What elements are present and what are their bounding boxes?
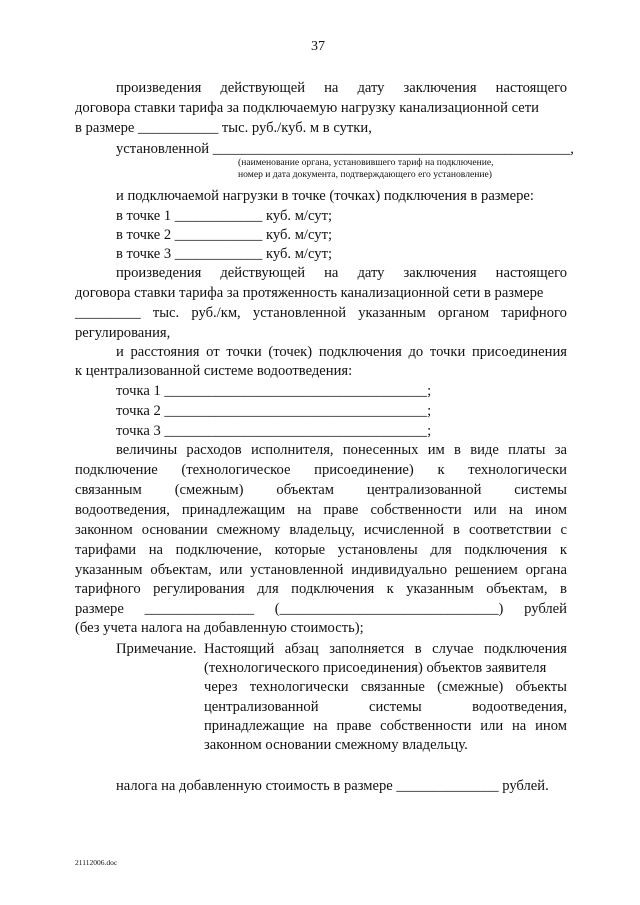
word: принадлежащие xyxy=(204,718,305,734)
text-line-28: налога на добавленную стоимость в размере ______________ рублей. xyxy=(116,778,549,794)
word: органа xyxy=(525,562,567,578)
word: в xyxy=(560,581,567,597)
word: или xyxy=(480,718,504,734)
word: подключение, xyxy=(175,542,263,558)
word: на xyxy=(297,502,312,518)
word: (точек) xyxy=(268,344,313,360)
word: настоящего xyxy=(495,80,567,96)
word: указанным xyxy=(406,581,474,597)
word: подключения xyxy=(291,581,375,597)
word: заполняется xyxy=(329,641,405,657)
justified-line-24 xyxy=(75,562,567,579)
word: законном xyxy=(75,522,133,538)
justified-line-20 xyxy=(75,482,567,499)
word: _________ xyxy=(75,305,141,321)
word: объектам, xyxy=(486,581,548,597)
word: системы xyxy=(514,482,567,498)
word: установленной xyxy=(250,562,344,578)
word: водоотведения, xyxy=(75,502,170,518)
justified-line-18 xyxy=(116,442,567,459)
note-line-4 xyxy=(204,699,567,716)
text-line-3: в размере ___________ тыс. руб./куб. м в сутки, xyxy=(75,120,372,136)
word: ином xyxy=(535,502,567,518)
note-label: Примечание. xyxy=(116,641,197,657)
word: связанным xyxy=(75,482,142,498)
word: (______________________________) xyxy=(274,601,504,617)
word: регулирования xyxy=(153,581,245,597)
word: праве xyxy=(336,718,372,734)
word: на xyxy=(324,265,339,281)
word: основании xyxy=(141,522,208,538)
word: до xyxy=(408,344,424,360)
justified-line-9 xyxy=(116,265,567,282)
word: с xyxy=(560,522,567,538)
text-line-6: в точке 1 ____________ куб. м/сут; xyxy=(116,208,333,224)
word: и xyxy=(116,344,124,360)
justified-line-13 xyxy=(116,344,567,361)
word: решением xyxy=(454,562,518,578)
word: водоотведения, xyxy=(472,699,567,715)
note-line-2: (технологического присоединения) объектов заявителя xyxy=(204,660,547,676)
word: абзац xyxy=(284,641,319,657)
justified-line-1 xyxy=(116,80,567,97)
word: к xyxy=(437,462,445,478)
word: тарифного xyxy=(501,305,567,321)
word: соответствии xyxy=(468,522,552,538)
word: _______________ xyxy=(144,601,255,617)
word: присоединение) xyxy=(314,462,414,478)
word: через xyxy=(204,679,238,695)
justified-line-25 xyxy=(75,581,567,598)
word: установленной xyxy=(252,305,347,321)
word: дату xyxy=(357,265,385,281)
word: подключения xyxy=(318,344,402,360)
text-line-10: договора ставки тарифа за протяженность канализационной сети в размере xyxy=(75,285,544,301)
word: от xyxy=(206,344,220,360)
word: или xyxy=(473,502,497,518)
word: рублей xyxy=(524,601,567,617)
word: объекты xyxy=(515,679,567,695)
word: расстояния xyxy=(130,344,200,360)
word: заключения xyxy=(403,265,477,281)
word: органом xyxy=(437,305,490,321)
word: точки xyxy=(429,344,466,360)
word: дату xyxy=(357,80,385,96)
word: к xyxy=(386,581,394,597)
file-footer: 21112006.doc xyxy=(75,858,118,867)
word: централизованной xyxy=(366,482,482,498)
word: действующей xyxy=(220,80,306,96)
note-line-5 xyxy=(204,718,567,735)
word: присоединения xyxy=(471,344,567,360)
word: точки xyxy=(226,344,262,360)
text-line-14: к централизованной системе водоотведения: xyxy=(75,363,353,379)
word: принадлежащим xyxy=(181,502,286,518)
word: тарифного xyxy=(75,581,141,597)
word: к xyxy=(559,542,567,558)
text-line-8: в точке 3 ____________ куб. м/сут; xyxy=(116,246,333,262)
text-line-15: точка 1 ____________________________________; xyxy=(116,383,432,399)
word: которые xyxy=(274,542,326,558)
word: установлены xyxy=(337,542,418,558)
caption-line-1: (наименование органа, установившего тариф на подключение, xyxy=(238,157,494,168)
word: индивидуально xyxy=(351,562,448,578)
word: (технологическое xyxy=(181,462,291,478)
word: в xyxy=(453,522,460,538)
word: исчисленной xyxy=(363,522,445,538)
word: на xyxy=(148,542,164,558)
word: владельцу, xyxy=(289,522,355,538)
page-number: 37 xyxy=(311,39,325,54)
word: расходов xyxy=(186,442,242,458)
word: связанные xyxy=(360,679,425,695)
word: подключения xyxy=(464,542,548,558)
word: подключения xyxy=(484,641,567,657)
word: праве xyxy=(323,502,359,518)
word: размере xyxy=(75,601,124,617)
note-line-3 xyxy=(204,679,567,696)
word: для xyxy=(257,581,279,597)
justified-line-22 xyxy=(75,522,567,539)
word: тарифами xyxy=(75,542,137,558)
word: за xyxy=(554,442,567,458)
word: заключения xyxy=(403,80,477,96)
text-line-17: точка 3 ____________________________________; xyxy=(116,423,432,439)
note-line-6: законном основании смежному владельцу. xyxy=(204,737,468,753)
text-line-2: договора ставки тарифа за подключаемую нагрузку канализационной сети xyxy=(75,100,539,116)
text-line-5: и подключаемой нагрузки в точке (точках) подключения в размере: xyxy=(116,188,534,204)
word: понесенных xyxy=(342,442,419,458)
word: настоящего xyxy=(495,265,567,281)
word: им xyxy=(427,442,445,458)
word: собственности xyxy=(380,718,472,734)
word: технологически xyxy=(249,679,349,695)
word: собственности xyxy=(370,502,462,518)
word: произведения xyxy=(116,80,202,96)
word: произведения xyxy=(116,265,202,281)
text-line-12: регулирования, xyxy=(75,325,171,341)
justified-line-23 xyxy=(75,542,567,559)
word: ином xyxy=(535,718,567,734)
word: величины xyxy=(116,442,178,458)
word: объектам, xyxy=(150,562,212,578)
word: исполнителя, xyxy=(250,442,334,458)
word: или xyxy=(219,562,243,578)
word: смежному xyxy=(216,522,281,538)
word: указанным xyxy=(75,562,143,578)
word: действующей xyxy=(220,265,306,281)
word: технологически xyxy=(468,462,567,478)
word: централизованной xyxy=(204,699,319,715)
word: (смежные) xyxy=(437,679,504,695)
word: в xyxy=(454,442,461,458)
word: на xyxy=(508,502,524,518)
word: виде xyxy=(470,442,499,458)
word: указанным xyxy=(358,305,426,321)
caption-line-2: номер и дата документа, подтверждающего его установление) xyxy=(238,169,492,180)
justified-line-21 xyxy=(75,502,567,519)
word: руб./км, xyxy=(191,305,241,321)
word: Настоящий xyxy=(204,641,275,657)
justified-line-26 xyxy=(75,601,567,618)
text-line-27: (без учета налога на добавленную стоимость); xyxy=(75,620,364,636)
text-line-7: в точке 2 ____________ куб. м/сут; xyxy=(116,227,333,243)
justified-line-19 xyxy=(75,462,567,479)
word: системы xyxy=(369,699,422,715)
word: объектам xyxy=(276,482,334,498)
word: подключение xyxy=(75,462,158,478)
word: на xyxy=(324,80,339,96)
word: тыс. xyxy=(152,305,180,321)
word: в xyxy=(414,641,422,657)
word: случае xyxy=(432,641,474,657)
word: для xyxy=(430,542,452,558)
note-line-1 xyxy=(204,641,567,658)
word: платы xyxy=(508,442,546,458)
text-line-4: установленной _________________________________________________, xyxy=(116,141,574,157)
word: (смежным) xyxy=(174,482,244,498)
text-line-16: точка 2 ____________________________________; xyxy=(116,403,432,419)
justified-line-11 xyxy=(75,305,567,322)
word: на xyxy=(512,718,527,734)
word: на xyxy=(313,718,328,734)
